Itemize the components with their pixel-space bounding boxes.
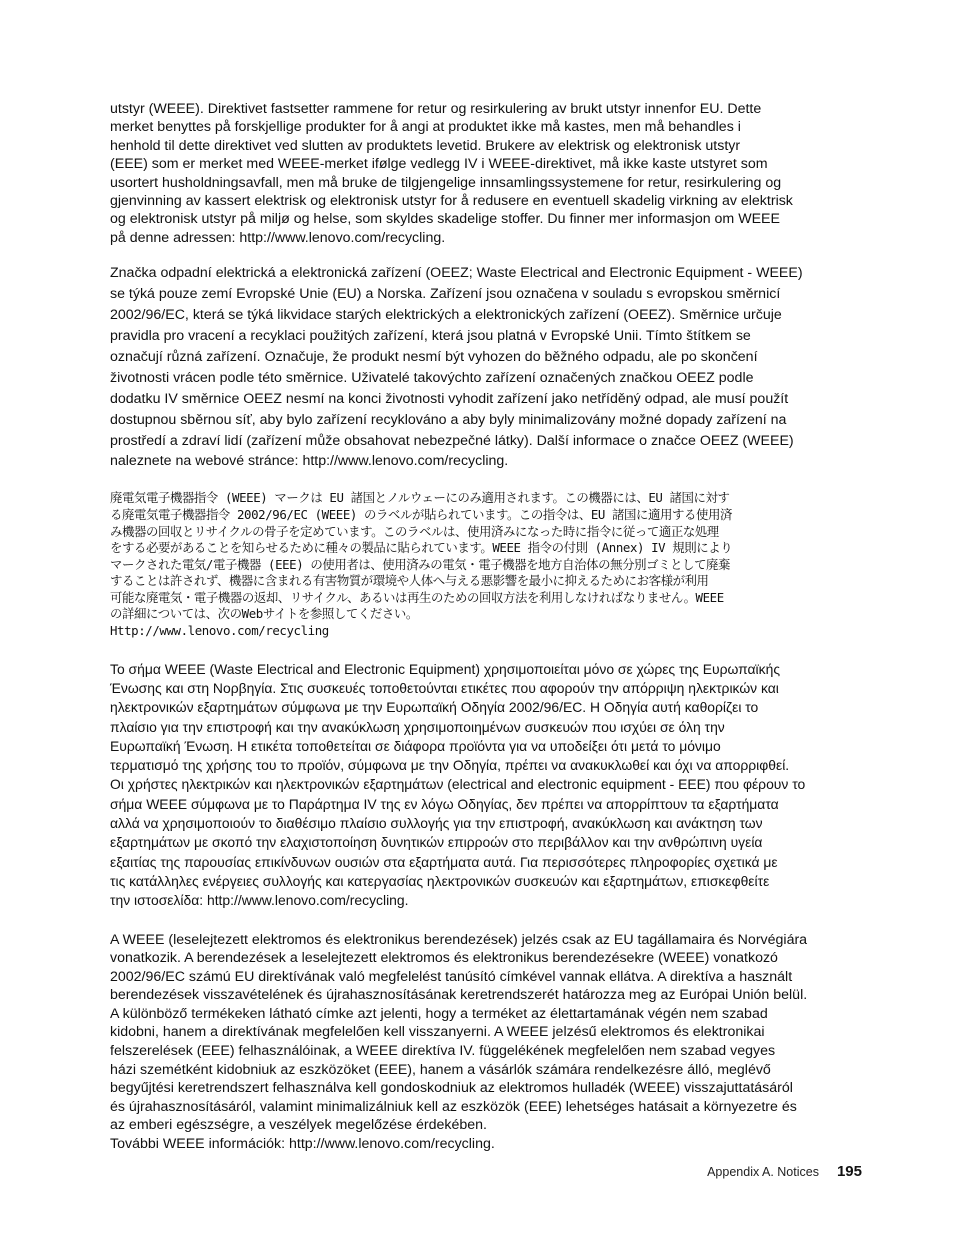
paragraph-czech: Značka odpadní elektrická a elektronická zařízení (OEEZ; Waste Electrical and Electronic Equipment - WEEE) se týká pouze zemí Evropské Unie (EU) a Norska. Zařízení jsou označena v souladu s evropskou směrnicí 2002/96/EC, která se týká likvidace starých elektrických a elektronických zařízení (OEEZ). Směrnice určuje pravidla pro vracení a recyklaci použitých zařízení, která jsou platná v Evropské Unii. Tímto štítkem se označují různá zařízení. Označuje, že produkt nesmí být vyhozen do běžného odpadu, ale po skončení životnosti vrácen podle této směrnice. Uživatelé takovýchto zařízení označených značkou OEEZ podle dodatku IV směrnice OEEZ nesmí na konci životnosti vyhodit zařízení jako netříděný odpad, ale musí použít dostupnou sběrnou síť, aby bylo zařízení recyklováno a aby byly minimalizovány možné dopady zařízení na prostředí a zdraví lidí (zařízení může obsahovat nebezpečné látky). Další informace o značce OEEZ (WEEE) naleznete na webové stránce: http://www.lenovo.com/recycling. xyxy=(110,265,803,470)
paragraph-japanese: 廃電気電子機器指令 (WEEE) マークは EU 諸国とノルウェーにのみ適用されます。この機器には、EU 諸国に対す る廃電気電子機器指令 2002/96/EC (WEEE) のラベルが貼られています。この指令は、EU 諸国に適用する使用済 み機器の回収とリサイクルの骨子を定めています。このラベルは、使用済みになった時に指令に従って適正な処理 をする必要があることを知らせるために種々の製品に貼られています。WEEE 指令の付則 (Annex) IV 規則により マークされた電気/電子機器 (EEE) の使用者は、使用済みの電気・電子機器を地方自治体の無分別ゴミとして廃棄 することは許されず、機器に含まれる有害物質が環境や人体へ与える悪影響を最小に抑えるためにお客様が利用 可能な廃電気・電子機器の返却、リサイクル、あるいは再生のための回収方法を利用しなければなりません。WEEE の詳細については、次のWebサイトを参照してください。 Http://www.lenovo.com/recycling xyxy=(110,490,733,639)
paragraph-norwegian: utstyr (WEEE). Direktivet fastsetter rammene for retur og resirkulering av brukt utstyr innenfor EU. Dette merket benyttes på forskjellige produkter for å angi at produktet ikke må kastes, men må behandles i henhold til dette direktivet ved slutten av produktets levetid. Brukere av elektrisk og elektronisk utstyr (EEE) som er merket med WEEE-merket ifølge vedlegg IV i WEEE-direktivet, må ikke kaste utstyret som usortert husholdningsavfall, men må bruke de tilgjengelige innsamlingssystemene for retur, resirkulering og gjenvinning av kassert elektrisk og elektronisk utstyr for å redusere en eventuell skadelig virkning av elektrisk og elektronisk utstyr på miljø og helse, som skyldes skadelige stoffer. Du finner mer informasjon om WEEE på denne adressen: http://www.lenovo.com/recycling. xyxy=(110,101,793,246)
page-number: 195 xyxy=(836,1163,862,1180)
page-body xyxy=(110,100,874,1154)
page-footer xyxy=(707,1163,862,1180)
paragraph-greek: Το σήμα WEEE (Waste Electrical and Electronic Equipment) χρησιμοποιείται μόνο σε χώρες της Ευρωπαϊκής Ένωσης και στη Νορβηγία. Στις συσκευές τοποθετούνται ετικέτες που αφορούν την απόρριψη ηλεκτρικών και ηλεκτρονικών εξαρτημάτων σύμφωνα με την Ευρωπαϊκή Οδηγία 2002/96/EC. Η Οδηγία αυτή καθορίζει το πλαίσιο για την επιστροφή και την ανακύκλωση χρησιμοποιημένων συσκευών που ισχύει σε όλη την Ευρωπαϊκή Ένωση. Η ετικέτα τοποθετείται σε διάφορα προϊόντα για να υποδείξει ότι μετά το μόνιμο τερματισμό της χρήσης του το προϊόν, σύμφωνα με την Οδηγία, πρέπει να ανακυκλωθεί και όχι να απορριφθεί. Οι χρήστες ηλεκτρικών και ηλεκτρονικών εξαρτημάτων (electrical and electronic equipment - EEE) που φέρουν το σήμα WEEE σύμφωνα με το Παράρτημα IV της εν λόγω Οδηγίας, δεν πρέπει να απορρίπτουν τα εξαρτήματα αλλά να χρησιμοποιούν το διαθέσιμο πλαίσιο συλλογής για την επιστροφή, ανακύκλωση και ανάκτηση των εξαρτημάτων με σκοπό την ελαχιστοποίηση δυνητικών επιρροών στο περιβάλλον και την ανθρώπινη υγεία εξαιτίας της παρουσίας επικίνδυνων ουσιών στα εξαρτήματα αυτά. Για περισσότερες πληροφορίες σχετικά με τις κατάλληλες ενέργειες συλλογής και κατεργασίας ηλεκτρονικών συσκευών και εξαρτημάτων, επισκεφθείτε την ιστοσελίδα: http://www.lenovo.com/recycling. xyxy=(110,660,806,909)
paragraph-hungarian: A WEEE (leselejtezett elektromos és elektronikus berendezések) jelzés csak az EU tagállamaira és Norvégiára vonatkozik. A berendezések a leselejtezett elektromos és elektronikus berendezésekre (WEEE) vonatkozó 2002/96/EC számú EU direktívának való megfelelést tanúsító címkével vannak ellátva. A direktíva a használt berendezések visszavételének és újrahasznosításának keretrendszerét határozza meg az Európai Unión belül. A különböző termékeken látható címke azt jelenti, hogy a terméket az élettartamának végén nem szabad kidobni, hanem a direktívának megfelelően kell visszanyerni. A WEEE jelzésű elektromos és elektronikai felszerelések (EEE) felhasználóinak, a WEEE direktíva IV. függelékének megfelelően nem szabad vegyes házi szemétként kidobniuk az eszközöket (EEE), hanem a vásárlók számára rendelkezésre álló, meglévő begyűjtési keretrendszert felhasználva kell gondoskodniuk az elektromos hulladék (WEEE) visszajuttatásáról és újrahasznosításáról, valamint minimalizálniuk kell az eszközök (EEE) lehetséges hatásait a környezetre és az emberi egészségre, a veszélyek megelőzése érdekében. További WEEE információk: http://www.lenovo.com/recycling. xyxy=(110,931,808,1153)
footer-section-label: Appendix A. Notices xyxy=(707,1165,819,1179)
